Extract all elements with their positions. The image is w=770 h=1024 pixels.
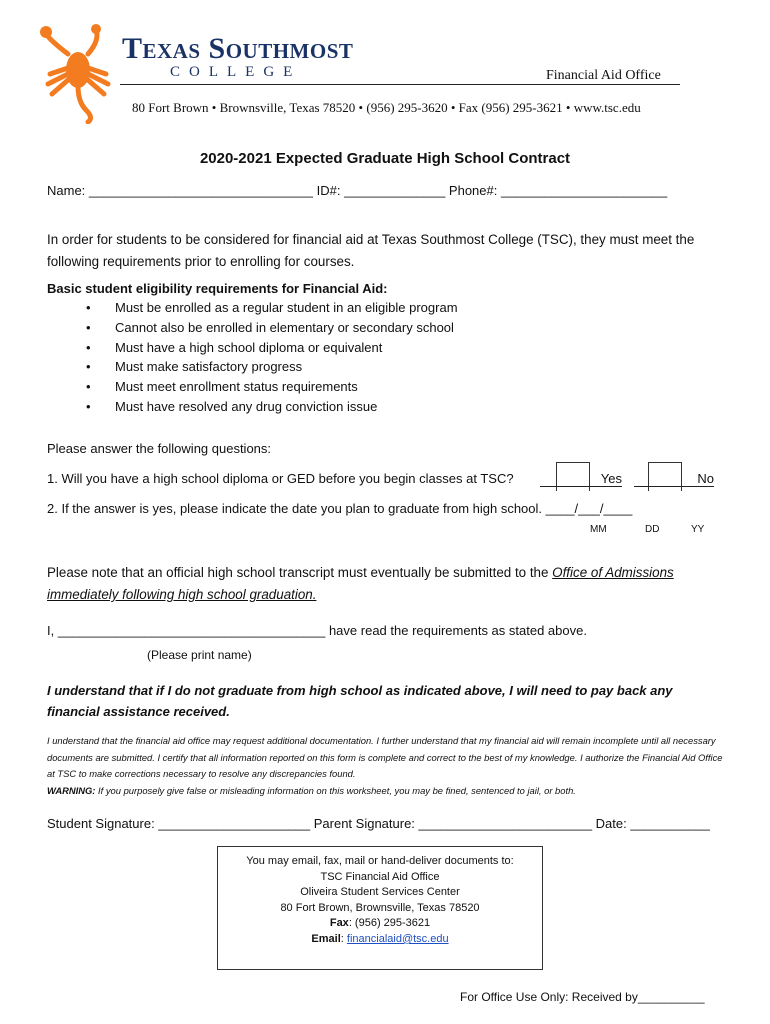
certification-fine-print xyxy=(47,733,732,799)
contact-line: You may email, fax, mail or hand-deliver documents to: xyxy=(246,855,514,867)
page-title: 2020-2021 Expected Graduate High School Contract xyxy=(199,150,571,167)
email-label: Email xyxy=(311,932,341,945)
email-separator: : xyxy=(340,932,347,945)
list-item: • Must meet enrollment status requirements xyxy=(80,377,458,397)
contact-box xyxy=(217,846,543,970)
signature-row[interactable]: Student Signature: _____________________ Parent Signature: ________________________ Date: ___________ xyxy=(47,816,710,831)
acknowledge-name-field[interactable]: I, _____________________________________ have read the requirements as stated above. xyxy=(47,623,587,638)
college-subtitle: COLLEGE xyxy=(170,64,302,80)
address-line: 80 Fort Brown • Brownsville, Texas 78520 • (956) 295-3620 • Fax (956) 295-3621 • www.tsc.edu xyxy=(132,100,641,115)
college-name: Texas Southmost xyxy=(122,32,354,65)
note-text: Please note that an official high school transcript must eventually be submitted to the xyxy=(47,565,553,580)
yes-label: Yes xyxy=(540,471,622,487)
print-name-label: (Please print name) xyxy=(147,648,252,662)
list-item: • Must make satisfactory progress xyxy=(80,357,458,377)
name-id-phone-row[interactable]: Name: _______________________________ ID#: ______________ Phone#: _______________________ xyxy=(47,183,668,198)
requirements-list xyxy=(80,298,458,417)
fax-number: : (956) 295-3621 xyxy=(348,917,431,930)
question-2-graduation-date[interactable]: 2. If the answer is yes, please indicate the date you plan to graduate from high school. ____/___/____ xyxy=(47,501,633,516)
office-label: Financial Aid Office xyxy=(546,68,661,83)
warning-label: WARNING: xyxy=(47,784,96,796)
scorpion-logo-icon xyxy=(38,24,118,124)
header-rule xyxy=(120,84,680,85)
fax-label: Fax xyxy=(329,917,349,930)
transcript-note xyxy=(47,562,727,606)
certification-text: I understand that the financial aid office may request additional documentation. I further understand that my financial aid will remain incomplete until all necessary documents are submitted. I certify that all information reported on this form is complete and correct to the best of my knowledge. I authorize the Financial Aid Office at TSC to make corrections necessary to resolve any discrepancies found. xyxy=(47,735,723,779)
email-line xyxy=(218,932,542,948)
contact-line: TSC Financial Aid Office xyxy=(320,870,440,883)
year-label: YY xyxy=(691,524,705,535)
warning-text: If you purposely give false or misleading information on this worksheet, you may be fined, sentenced to jail, or both. xyxy=(95,784,576,796)
intro-paragraph: In order for students to be considered for financial aid at Texas Southmost College (TSC), they must meet the following requirements prior to enrolling for courses. xyxy=(47,232,695,269)
fax-line xyxy=(218,916,542,932)
questions-intro: Please answer the following questions: xyxy=(47,441,272,456)
contact-line: 80 Fort Brown, Brownsville, Texas 78520 xyxy=(280,901,480,914)
month-label: MM xyxy=(590,524,607,535)
list-item: • Must be enrolled as a regular student in an eligible program xyxy=(80,298,458,318)
list-item: • Must have resolved any drug conviction issue xyxy=(80,397,458,417)
contact-line: Oliveira Student Services Center xyxy=(300,886,460,899)
repayment-statement: I understand that if I do not graduate from high school as indicated above, I will need to pay back any financial assistance received. xyxy=(47,683,673,719)
admissions-link-text: Office of Admissions immediately following high school graduation. xyxy=(47,565,674,602)
list-item: • Must have a high school diploma or equivalent xyxy=(80,338,458,358)
requirements-heading: Basic student eligibility requirements for Financial Aid: xyxy=(47,281,388,296)
day-label: DD xyxy=(645,524,660,535)
no-label: No xyxy=(634,471,714,487)
question-1: 1. Will you have a high school diploma or GED before you begin classes at TSC? xyxy=(47,471,514,486)
list-item: • Cannot also be enrolled in elementary or secondary school xyxy=(80,318,458,338)
email-link[interactable]: financialaid@tsc.edu xyxy=(346,932,449,945)
office-use-field: For Office Use Only: Received by__________ xyxy=(460,990,705,1004)
